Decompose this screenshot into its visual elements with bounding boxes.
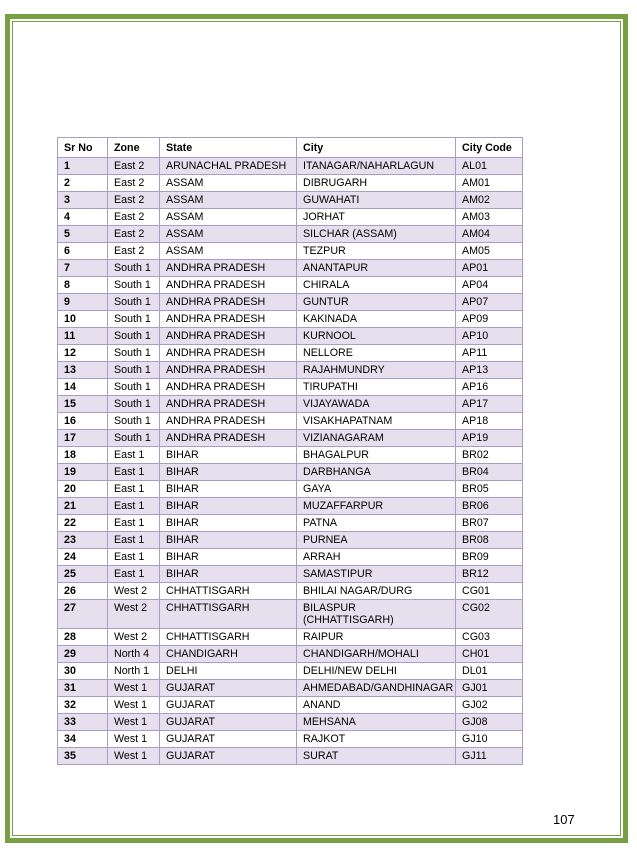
state-cell: ANDHRA PRADESH xyxy=(160,362,297,379)
state-cell: ANDHRA PRADESH xyxy=(160,260,297,277)
city-cell: MEHSANA xyxy=(297,714,456,731)
table-row xyxy=(58,646,523,663)
table-row xyxy=(58,566,523,583)
table-row xyxy=(58,192,523,209)
city-code-cell: AP01 xyxy=(456,260,523,277)
city-cell: TIRUPATHI xyxy=(297,379,456,396)
table-row xyxy=(58,158,523,175)
city-code-cell: BR06 xyxy=(456,498,523,515)
sr-no-cell: 15 xyxy=(58,396,108,413)
table-row xyxy=(58,481,523,498)
city-code-cell: CG03 xyxy=(456,629,523,646)
sr-no-cell: 6 xyxy=(58,243,108,260)
state-cell: BIHAR xyxy=(160,549,297,566)
table-row xyxy=(58,600,523,629)
zone-cell: East 1 xyxy=(108,515,160,532)
zone-cell: South 1 xyxy=(108,396,160,413)
state-cell: ASSAM xyxy=(160,226,297,243)
table-row xyxy=(58,731,523,748)
city-code-table xyxy=(57,137,523,765)
city-cell: GAYA xyxy=(297,481,456,498)
city-cell: ARRAH xyxy=(297,549,456,566)
city-cell: JORHAT xyxy=(297,209,456,226)
state-cell: ARUNACHAL PRADESH xyxy=(160,158,297,175)
zone-cell: West 2 xyxy=(108,600,160,629)
city-code-cell: AM04 xyxy=(456,226,523,243)
table-row xyxy=(58,396,523,413)
table-row xyxy=(58,532,523,549)
table-row xyxy=(58,680,523,697)
state-cell: ASSAM xyxy=(160,175,297,192)
zone-cell: East 2 xyxy=(108,226,160,243)
zone-cell: East 1 xyxy=(108,498,160,515)
zone-cell: South 1 xyxy=(108,277,160,294)
state-cell: GUJARAT xyxy=(160,714,297,731)
city-cell: VIJAYAWADA xyxy=(297,396,456,413)
column-header: Zone xyxy=(108,138,160,158)
sr-no-cell: 31 xyxy=(58,680,108,697)
state-cell: ASSAM xyxy=(160,209,297,226)
state-cell: ASSAM xyxy=(160,192,297,209)
city-cell: AHMEDABAD/GANDHINAGAR xyxy=(297,680,456,697)
sr-no-cell: 30 xyxy=(58,663,108,680)
sr-no-cell: 12 xyxy=(58,345,108,362)
sr-no-cell: 24 xyxy=(58,549,108,566)
sr-no-cell: 27 xyxy=(58,600,108,629)
city-code-cell: CG01 xyxy=(456,583,523,600)
sr-no-cell: 5 xyxy=(58,226,108,243)
city-cell: KURNOOL xyxy=(297,328,456,345)
city-code-cell: GJ02 xyxy=(456,697,523,714)
city-cell: CHIRALA xyxy=(297,277,456,294)
state-cell: GUJARAT xyxy=(160,697,297,714)
city-cell: BHILAI NAGAR/DURG xyxy=(297,583,456,600)
sr-no-cell: 18 xyxy=(58,447,108,464)
city-cell: CHANDIGARH/MOHALI xyxy=(297,646,456,663)
city-code-cell: AP17 xyxy=(456,396,523,413)
state-cell: ANDHRA PRADESH xyxy=(160,430,297,447)
sr-no-cell: 14 xyxy=(58,379,108,396)
city-code-cell: AP09 xyxy=(456,311,523,328)
city-code-cell: CG02 xyxy=(456,600,523,629)
table-header-row xyxy=(58,138,523,158)
city-code-cell: AP13 xyxy=(456,362,523,379)
zone-cell: West 1 xyxy=(108,731,160,748)
zone-cell: West 2 xyxy=(108,583,160,600)
zone-cell: South 1 xyxy=(108,260,160,277)
state-cell: ANDHRA PRADESH xyxy=(160,277,297,294)
city-code-cell: AM03 xyxy=(456,209,523,226)
zone-cell: East 2 xyxy=(108,192,160,209)
city-cell: PATNA xyxy=(297,515,456,532)
zone-cell: East 2 xyxy=(108,175,160,192)
state-cell: CHHATTISGARH xyxy=(160,629,297,646)
zone-cell: South 1 xyxy=(108,362,160,379)
table-row xyxy=(58,260,523,277)
table-row xyxy=(58,243,523,260)
sr-no-cell: 10 xyxy=(58,311,108,328)
zone-cell: East 1 xyxy=(108,447,160,464)
state-cell: BIHAR xyxy=(160,464,297,481)
city-cell: GUWAHATI xyxy=(297,192,456,209)
table-row xyxy=(58,209,523,226)
state-cell: ANDHRA PRADESH xyxy=(160,396,297,413)
sr-no-cell: 26 xyxy=(58,583,108,600)
state-cell: ANDHRA PRADESH xyxy=(160,294,297,311)
zone-cell: East 1 xyxy=(108,532,160,549)
table-row xyxy=(58,328,523,345)
zone-cell: East 2 xyxy=(108,158,160,175)
city-code-cell: GJ11 xyxy=(456,748,523,765)
city-code-cell: AP04 xyxy=(456,277,523,294)
state-cell: GUJARAT xyxy=(160,748,297,765)
table-row xyxy=(58,629,523,646)
state-cell: BIHAR xyxy=(160,566,297,583)
state-cell: CHHATTISGARH xyxy=(160,600,297,629)
city-cell: ANAND xyxy=(297,697,456,714)
table-row xyxy=(58,549,523,566)
city-code-cell: GJ08 xyxy=(456,714,523,731)
city-code-cell: AM01 xyxy=(456,175,523,192)
zone-cell: West 1 xyxy=(108,680,160,697)
city-code-cell: BR07 xyxy=(456,515,523,532)
sr-no-cell: 9 xyxy=(58,294,108,311)
city-code-cell: BR08 xyxy=(456,532,523,549)
city-cell: GUNTUR xyxy=(297,294,456,311)
city-code-cell: BR05 xyxy=(456,481,523,498)
table-row xyxy=(58,447,523,464)
zone-cell: East 1 xyxy=(108,481,160,498)
table-row xyxy=(58,663,523,680)
column-header: Sr No xyxy=(58,138,108,158)
city-cell: ANANTAPUR xyxy=(297,260,456,277)
sr-no-cell: 2 xyxy=(58,175,108,192)
city-cell: SAMASTIPUR xyxy=(297,566,456,583)
city-cell: DARBHANGA xyxy=(297,464,456,481)
zone-cell: North 1 xyxy=(108,663,160,680)
state-cell: ANDHRA PRADESH xyxy=(160,379,297,396)
sr-no-cell: 11 xyxy=(58,328,108,345)
city-cell: SILCHAR (ASSAM) xyxy=(297,226,456,243)
city-cell: RAJKOT xyxy=(297,731,456,748)
city-code-cell: AL01 xyxy=(456,158,523,175)
zone-cell: West 1 xyxy=(108,748,160,765)
city-cell: PURNEA xyxy=(297,532,456,549)
zone-cell: East 1 xyxy=(108,464,160,481)
city-cell: DIBRUGARH xyxy=(297,175,456,192)
city-cell: VISAKHAPATNAM xyxy=(297,413,456,430)
city-cell: BILASPUR (CHHATTISGARH) xyxy=(297,600,456,629)
table-row xyxy=(58,413,523,430)
city-cell: RAJAHMUNDRY xyxy=(297,362,456,379)
city-code-cell: AP07 xyxy=(456,294,523,311)
sr-no-cell: 19 xyxy=(58,464,108,481)
table-row xyxy=(58,226,523,243)
sr-no-cell: 34 xyxy=(58,731,108,748)
state-cell: CHHATTISGARH xyxy=(160,583,297,600)
city-cell: KAKINADA xyxy=(297,311,456,328)
city-code-cell: GJ10 xyxy=(456,731,523,748)
sr-no-cell: 3 xyxy=(58,192,108,209)
city-code-cell: AP16 xyxy=(456,379,523,396)
city-cell: SURAT xyxy=(297,748,456,765)
page-number: 107 xyxy=(553,812,575,827)
zone-cell: West 1 xyxy=(108,697,160,714)
sr-no-cell: 4 xyxy=(58,209,108,226)
table-row xyxy=(58,515,523,532)
city-cell: TEZPUR xyxy=(297,243,456,260)
zone-cell: West 2 xyxy=(108,629,160,646)
state-cell: ANDHRA PRADESH xyxy=(160,311,297,328)
city-cell: DELHI/NEW DELHI xyxy=(297,663,456,680)
sr-no-cell: 7 xyxy=(58,260,108,277)
column-header: State xyxy=(160,138,297,158)
table-row xyxy=(58,362,523,379)
sr-no-cell: 17 xyxy=(58,430,108,447)
city-cell: ITANAGAR/NAHARLAGUN xyxy=(297,158,456,175)
sr-no-cell: 33 xyxy=(58,714,108,731)
state-cell: ANDHRA PRADESH xyxy=(160,345,297,362)
city-code-cell: BR02 xyxy=(456,447,523,464)
state-cell: BIHAR xyxy=(160,498,297,515)
city-code-cell: GJ01 xyxy=(456,680,523,697)
table-row xyxy=(58,277,523,294)
table-row xyxy=(58,583,523,600)
table-row xyxy=(58,748,523,765)
city-code-cell: AM05 xyxy=(456,243,523,260)
state-cell: BIHAR xyxy=(160,515,297,532)
sr-no-cell: 20 xyxy=(58,481,108,498)
state-cell: GUJARAT xyxy=(160,731,297,748)
sr-no-cell: 32 xyxy=(58,697,108,714)
zone-cell: West 1 xyxy=(108,714,160,731)
state-cell: DELHI xyxy=(160,663,297,680)
city-cell: NELLORE xyxy=(297,345,456,362)
table-row xyxy=(58,430,523,447)
sr-no-cell: 25 xyxy=(58,566,108,583)
table-row xyxy=(58,379,523,396)
column-header: City Code xyxy=(456,138,523,158)
state-cell: BIHAR xyxy=(160,481,297,498)
state-cell: GUJARAT xyxy=(160,680,297,697)
sr-no-cell: 23 xyxy=(58,532,108,549)
state-cell: BIHAR xyxy=(160,447,297,464)
state-cell: ANDHRA PRADESH xyxy=(160,328,297,345)
city-code-cell: BR09 xyxy=(456,549,523,566)
city-cell: MUZAFFARPUR xyxy=(297,498,456,515)
city-cell: VIZIANAGARAM xyxy=(297,430,456,447)
city-cell: BHAGALPUR xyxy=(297,447,456,464)
zone-cell: South 1 xyxy=(108,328,160,345)
city-code-cell: AM02 xyxy=(456,192,523,209)
zone-cell: South 1 xyxy=(108,311,160,328)
table-row xyxy=(58,714,523,731)
table-row xyxy=(58,697,523,714)
city-code-cell: CH01 xyxy=(456,646,523,663)
city-code-cell: BR04 xyxy=(456,464,523,481)
zone-cell: East 2 xyxy=(108,243,160,260)
sr-no-cell: 1 xyxy=(58,158,108,175)
table-row xyxy=(58,345,523,362)
zone-cell: South 1 xyxy=(108,294,160,311)
state-cell: BIHAR xyxy=(160,532,297,549)
zone-cell: South 1 xyxy=(108,430,160,447)
state-cell: ANDHRA PRADESH xyxy=(160,413,297,430)
zone-cell: East 1 xyxy=(108,549,160,566)
city-cell: RAIPUR xyxy=(297,629,456,646)
table-body xyxy=(58,158,523,765)
state-cell: ASSAM xyxy=(160,243,297,260)
city-code-cell: AP10 xyxy=(456,328,523,345)
city-code-cell: DL01 xyxy=(456,663,523,680)
sr-no-cell: 29 xyxy=(58,646,108,663)
zone-cell: South 1 xyxy=(108,379,160,396)
city-code-cell: AP19 xyxy=(456,430,523,447)
table-row xyxy=(58,175,523,192)
table-row xyxy=(58,311,523,328)
zone-cell: North 4 xyxy=(108,646,160,663)
zone-cell: South 1 xyxy=(108,345,160,362)
city-code-cell: AP18 xyxy=(456,413,523,430)
sr-no-cell: 8 xyxy=(58,277,108,294)
table-row xyxy=(58,294,523,311)
state-cell: CHANDIGARH xyxy=(160,646,297,663)
column-header: City xyxy=(297,138,456,158)
sr-no-cell: 28 xyxy=(58,629,108,646)
zone-cell: East 1 xyxy=(108,566,160,583)
city-code-cell: BR12 xyxy=(456,566,523,583)
sr-no-cell: 22 xyxy=(58,515,108,532)
sr-no-cell: 21 xyxy=(58,498,108,515)
zone-cell: East 2 xyxy=(108,209,160,226)
sr-no-cell: 16 xyxy=(58,413,108,430)
table-row xyxy=(58,498,523,515)
sr-no-cell: 35 xyxy=(58,748,108,765)
table-row xyxy=(58,464,523,481)
sr-no-cell: 13 xyxy=(58,362,108,379)
city-code-cell: AP11 xyxy=(456,345,523,362)
zone-cell: South 1 xyxy=(108,413,160,430)
